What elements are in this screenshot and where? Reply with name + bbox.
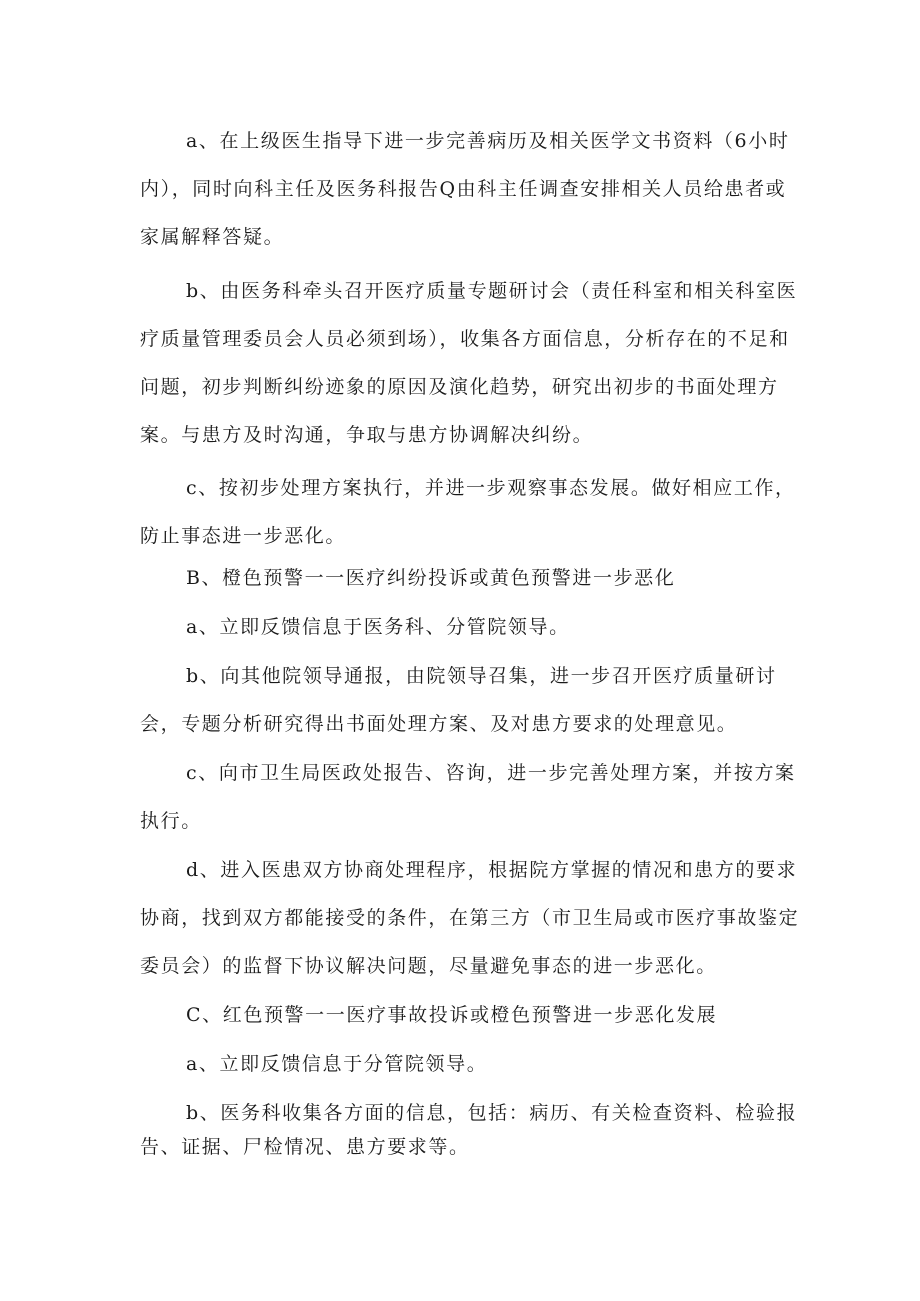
paragraph-red-a: a、立即反馈信息于分管院领导。 bbox=[186, 1053, 488, 1075]
paragraph-yellow-c: c、按初步处理方案执行，并进一步观察事态发展。做好相应工作，防止事态进一步恶化。 bbox=[140, 477, 796, 547]
paragraph-orange-d: d、进入医患双方协商处理程序，根据院方掌握的情况和患方的要求协商，找到双方都能接受的条件，在第三方（市卫生局或市医疗事故鉴定委员会）的监督下协议解决问题，尽量避免事态的进一步恶化。 bbox=[140, 859, 800, 977]
paragraph-orange-a: a、立即反馈信息于医务科、分管院领导。 bbox=[186, 616, 570, 638]
paragraph-yellow-a: a、在上级医生指导下进一步完善病历及相关医学文书资料（6小时内），同时向科主任及医务科报告Q由科主任调查安排相关人员给患者或家属解释答疑。 bbox=[140, 130, 790, 248]
paragraph-orange-b: b、向其他院领导通报，由院领导召集，进一步召开医疗质量研讨会，专题分析研究得出书面处理方案、及对患方要求的处理意见。 bbox=[140, 665, 777, 735]
paragraph-yellow-b: b、由医务科牵头召开医疗质量专题研讨会（责任科室和相关科室医疗质量管理委员会人员必须到场），收集各方面信息，分析存在的不足和问题，初步判断纠纷迹象的原因及演化趋势，研究出初步的书面处理方案。与患方及时沟通，争取与患方协调解决纠纷。 bbox=[140, 280, 798, 446]
paragraph-red-b: b、医务科收集各方面的信息，包括：病历、有关检查资料、检验报告、证据、尸检情况、患方要求等。 bbox=[140, 1102, 798, 1158]
paragraph-orange-c: c、向市卫生局医政处报告、咨询，进一步完善处理方案，并按方案执行。 bbox=[140, 762, 796, 832]
heading-red-warning: C、红色预警一一医疗事故投诉或橙色预警进一步恶化发展 bbox=[186, 1004, 718, 1026]
heading-orange-warning: B、橙色预警一一医疗纠纷投诉或黄色预警进一步恶化 bbox=[186, 567, 676, 589]
